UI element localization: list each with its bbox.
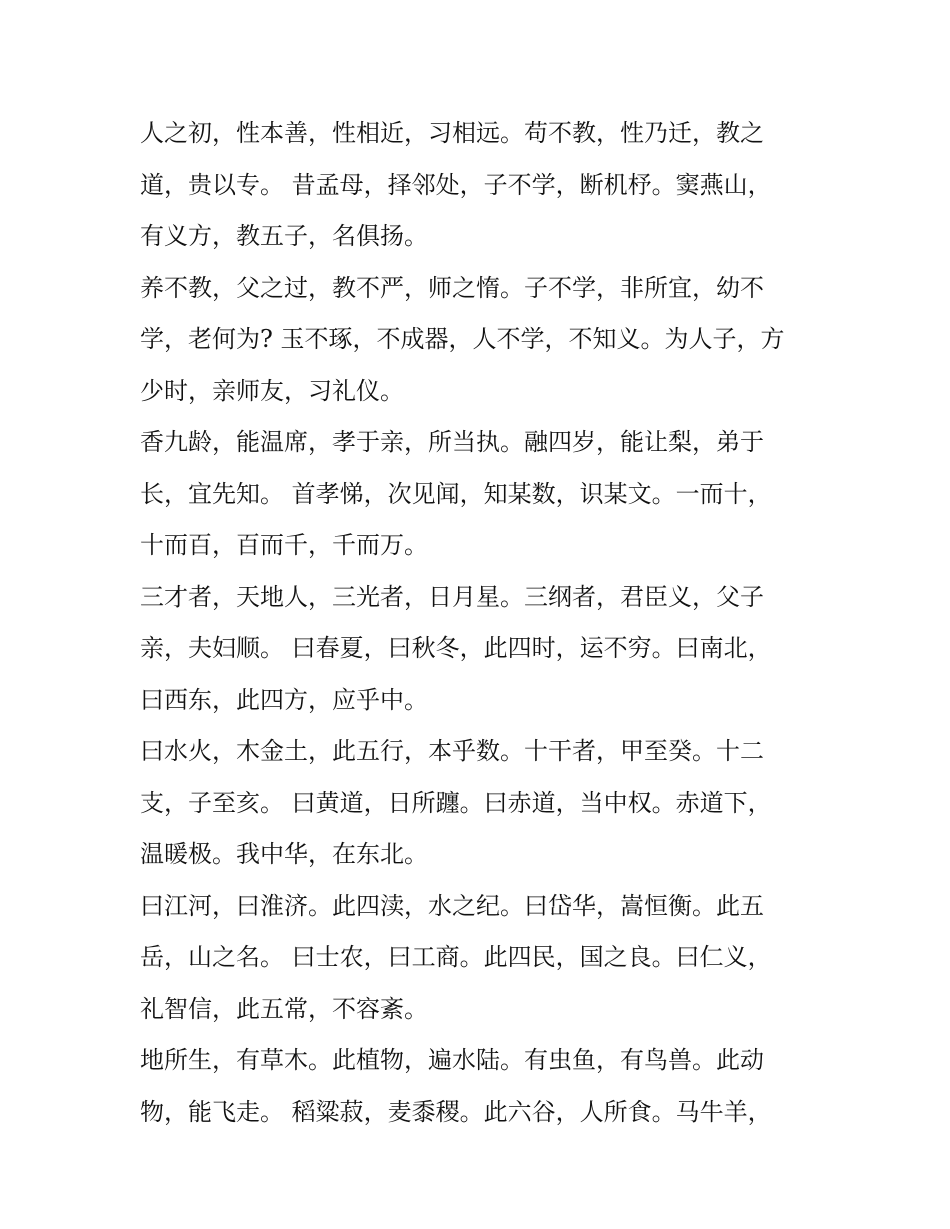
paragraph-5: 曰水火，木金土，此五行，本乎数。十干者，甲至癸。十二 支，子至亥。 曰黄道，日所躔。曰赤道，当中权。赤道下， 温暖极。我中华，在东北。 [140, 737, 772, 868]
paragraph-7: 地所生，有草木。此植物，遍水陆。有虫鱼，有鸟兽。此动 物，能飞走。 稻粱菽，麦黍稷。此六谷，人所食。马牛羊， [140, 1046, 772, 1126]
paragraph-2: 养不教，父之过，教不严，师之惰。子不学，非所宜，幼不 学，老何为? 玉不琢，不成器，人不学，不知义。为人子，方 少时，亲师友，习礼仪。 [140, 273, 785, 405]
paragraph-1: 人之初，性本善，性相近，习相远。苟不教，性乃迁，教之 道，贵以专。 昔孟母，择邻处，子不学，断机杼。窦燕山， 有义方，教五子，名俱扬。 [140, 119, 772, 250]
paragraph-6: 曰江河，曰淮济。此四渎，水之纪。曰岱华，嵩恒衡。此五 岳，山之名。 曰士农，曰工商。此四民，国之良。曰仁义， 礼智信，此五常，不容紊。 [140, 891, 772, 1023]
paragraph-4: 三才者，天地人，三光者，日月星。三纲者，君臣义，父子 亲，夫妇顺。 曰春夏，曰秋冬，此四时，运不穷。曰南北， 曰西东，此四方，应乎中。 [140, 582, 772, 714]
document-page [140, 108, 820, 1138]
paragraph-3: 香九龄，能温席，孝于亲，所当执。融四岁，能让梨，弟于 长，宜先知。 首孝悌，次见闻，知某数，识某文。一而十， 十而百，百而千，千而万。 [140, 428, 772, 559]
